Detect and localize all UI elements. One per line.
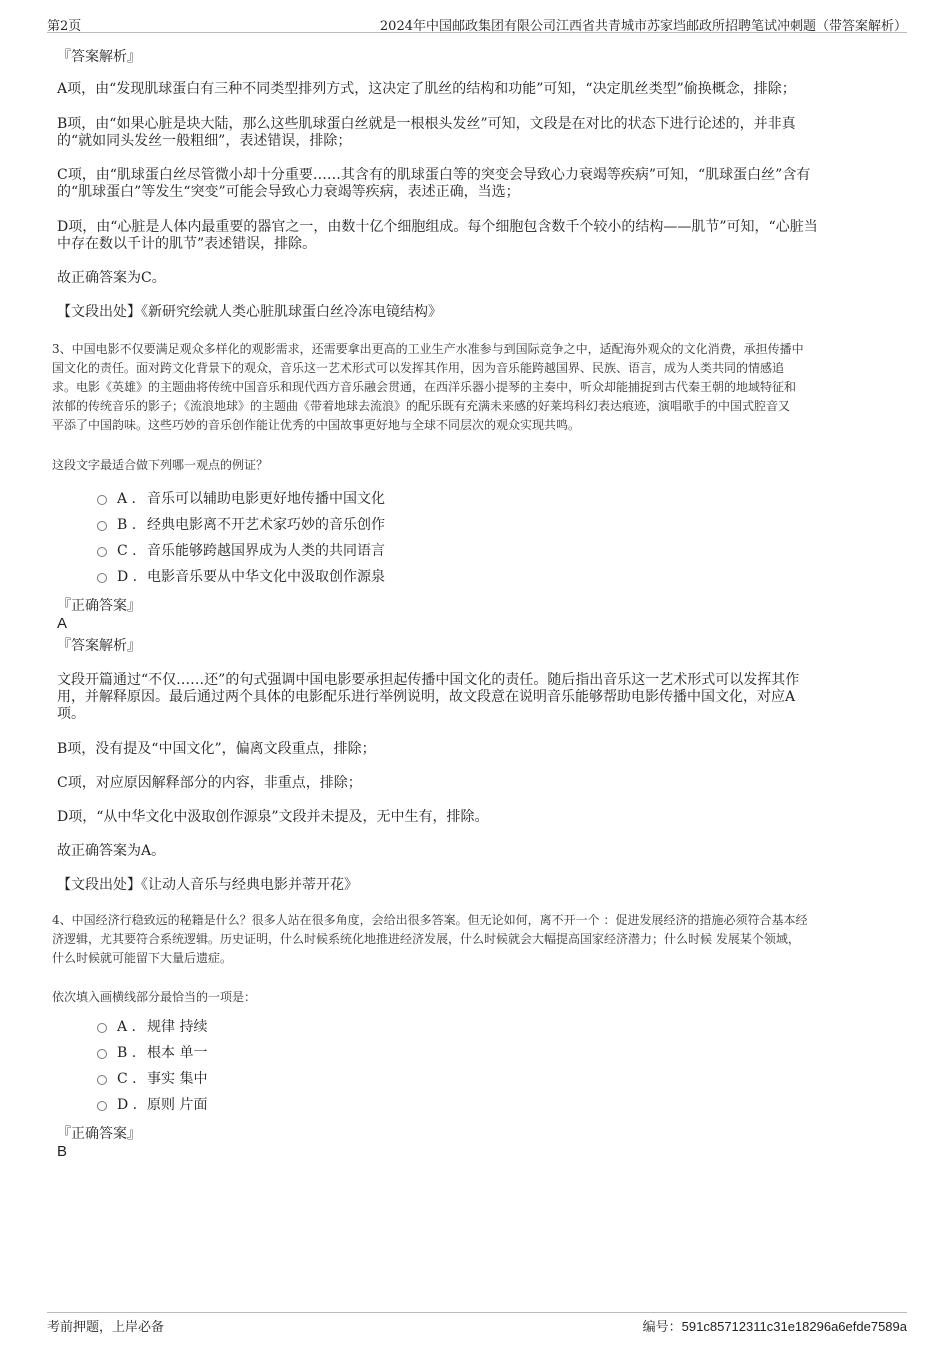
analysis-c: C项，对应原因解释部分的内容，非重点，排除； xyxy=(57,775,362,791)
analysis-main-line2: 用，并解释原因。最后通过两个具体的电影配乐进行举例说明，故文段意在说明音乐能够帮助电影传播中国文化，对应A xyxy=(57,689,796,705)
analysis-b: B项，没有提及“中国文化”，偏离文段重点，排除； xyxy=(57,741,376,757)
option-text: 电影音乐要从中华文化中汲取创作源泉 xyxy=(147,569,385,585)
option-text: 经典电影离不开艺术家巧妙的音乐创作 xyxy=(147,517,385,533)
analysis-label: 『答案解析』 xyxy=(57,49,141,65)
correct-answer-value: B xyxy=(57,1143,68,1160)
radio-icon[interactable] xyxy=(97,547,107,557)
analysis-main-line1: 文段开篇通过“不仅……还”的句式强调中国电影要承担起传播中国文化的责任。随后指出音乐这一艺术形式可以发挥其作 xyxy=(57,672,800,688)
option-d[interactable] xyxy=(97,1097,207,1114)
option-c[interactable] xyxy=(97,543,385,560)
conclusion: 故正确答案为C。 xyxy=(57,270,166,286)
radio-icon[interactable] xyxy=(97,1101,107,1111)
option-letter: A . xyxy=(117,491,137,507)
question-3-line5: 平添了中国韵味。这些巧妙的音乐创作能让优秀的中国故事更好地与全球不同层次的观众实现共鸣。 xyxy=(52,418,581,432)
document-title: 2024年中国邮政集团有限公司江西省共青城市苏家垱邮政所招聘笔试冲刺题（带答案解析） xyxy=(379,19,907,34)
option-text: 音乐可以辅助电影更好地传播中国文化 xyxy=(147,491,385,507)
document-id-value: 591c85712311c31e18296a6efde7589a xyxy=(681,1319,907,1334)
analysis-d-line1: D项，由“心脏是人体内最重要的器官之一，由数十亿个细胞组成。每个细胞包含数千个较小的结构——肌节”可知，“心脏当 xyxy=(57,219,818,235)
source: 【文段出处】《新研究绘就人类心脏肌球蛋白丝冷冻电镜结构》 xyxy=(57,304,442,320)
radio-icon[interactable] xyxy=(97,521,107,531)
question-3-ask: 这段文字最适合做下列哪一观点的例证？ xyxy=(52,458,269,472)
source: 【文段出处】《让动人音乐与经典电影并蒂开花》 xyxy=(57,877,358,893)
correct-answer-label: 『正确答案』 xyxy=(57,598,141,614)
question-3-line3: 求。电影《英雄》的主题曲将传统中国音乐和现代西方音乐融会贯通，在西洋乐器小提琴的主奏中，听众却能捕捉到古代秦王朝的地域特征和 xyxy=(52,380,797,394)
option-d[interactable] xyxy=(97,569,385,586)
correct-answer-value: A xyxy=(57,615,68,632)
option-a[interactable] xyxy=(97,491,385,508)
page-header xyxy=(47,12,907,33)
analysis-c-line1: C项，由“肌球蛋白丝尽管微小却十分重要……其含有的肌球蛋白等的突变会导致心力衰竭等疾病”可知，“肌球蛋白丝”含有 xyxy=(57,167,811,183)
option-text: 事实 集中 xyxy=(147,1071,208,1087)
option-letter: D . xyxy=(117,569,138,585)
question-3-line1: 3、中国电影不仅要满足观众多样化的观影需求，还需要拿出更高的工业生产水准参与到国际竞争之中，适配海外观众的文化消费，承担传播中 xyxy=(52,342,804,356)
radio-icon[interactable] xyxy=(97,1049,107,1059)
page-footer xyxy=(47,1312,907,1333)
option-letter: D . xyxy=(117,1097,138,1113)
option-b[interactable] xyxy=(97,517,385,534)
question-3-line2: 国文化的责任。面对跨文化背景下的观众，音乐这一艺术形式可以发挥其作用，因为音乐能跨越国界、民族、语言，成为人类共同的情感追 xyxy=(52,361,785,375)
analysis-d-line2: 中存在数以千计的肌节”表述错误，排除。 xyxy=(57,236,317,252)
question-4-line1: 4、中国经济行稳致远的秘籍是什么？很多人站在很多角度，会给出很多答案。但无论如何，离不开一个 ：促进发展经济的措施必须符合基本经 xyxy=(52,913,808,927)
option-c[interactable] xyxy=(97,1071,207,1088)
radio-icon[interactable] xyxy=(97,1075,107,1085)
document-id xyxy=(643,1316,907,1335)
analysis-main-line3: 项。 xyxy=(57,706,85,722)
question-4-ask: 依次填入画横线部分最恰当的一项是： xyxy=(52,990,257,1004)
page-number: 第2页 xyxy=(47,19,82,34)
option-letter: B . xyxy=(117,1045,137,1061)
analysis-c-line2: 的“肌球蛋白”等发生“突变”可能会导致心力衰竭等疾病，表述正确，当选； xyxy=(57,184,520,200)
option-text: 原则 片面 xyxy=(147,1097,208,1113)
analysis-a: A项，由“发现肌球蛋白有三种不同类型排列方式，这决定了肌丝的结构和功能”可知，“决定肌丝类型”偷换概念，排除； xyxy=(57,81,796,97)
conclusion: 故正确答案为A。 xyxy=(57,843,166,859)
question-4-stem xyxy=(52,911,900,968)
question-4-line3: 什么时候就可能留下大量后遗症。 xyxy=(52,951,233,965)
option-letter: C . xyxy=(117,1071,137,1087)
analysis-label: 『答案解析』 xyxy=(57,638,141,654)
radio-icon[interactable] xyxy=(97,573,107,583)
analysis-b-line1: B项，由“如果心脏是块大陆，那么这些肌球蛋白丝就是一根根头发丝”可知，文段是在对比的状态下进行论述的，并非真 xyxy=(57,116,796,132)
radio-icon[interactable] xyxy=(97,1023,107,1033)
option-letter: C . xyxy=(117,543,137,559)
option-a[interactable] xyxy=(97,1019,207,1036)
option-text: 根本 单一 xyxy=(147,1045,208,1061)
question-3-line4: 浓郁的传统音乐的影子；《流浪地球》的主题曲《带着地球去流浪》的配乐既有充满未来感的好莱坞科幻表达痕迹，演唱歌手的中国式腔音又 xyxy=(52,399,791,413)
option-b[interactable] xyxy=(97,1045,207,1062)
question-4-line2: 济逻辑，尤其要符合系统逻辑。历史证明，什么时候系统化地推进经济发展，什么时候就会大幅提高国家经济潜力；什么时候 发展某个领域， xyxy=(52,932,800,946)
question-3-stem xyxy=(52,340,900,435)
footer-slogan: 考前押题，上岸必备 xyxy=(47,1320,165,1335)
radio-icon[interactable] xyxy=(97,495,107,505)
document-id-label: 编号： xyxy=(642,1320,682,1335)
analysis-b-line2: 的“就如同头发丝一般粗细”，表述错误，排除； xyxy=(57,133,352,149)
option-text: 规律 持续 xyxy=(147,1019,208,1035)
option-text: 音乐能够跨越国界成为人类的共同语言 xyxy=(147,543,385,559)
option-letter: A . xyxy=(117,1019,137,1035)
option-letter: B . xyxy=(117,517,137,533)
correct-answer-label: 『正确答案』 xyxy=(57,1126,141,1142)
analysis-d: D项，“从中华文化中汲取创作源泉”文段并未提及，无中生有，排除。 xyxy=(57,809,489,825)
